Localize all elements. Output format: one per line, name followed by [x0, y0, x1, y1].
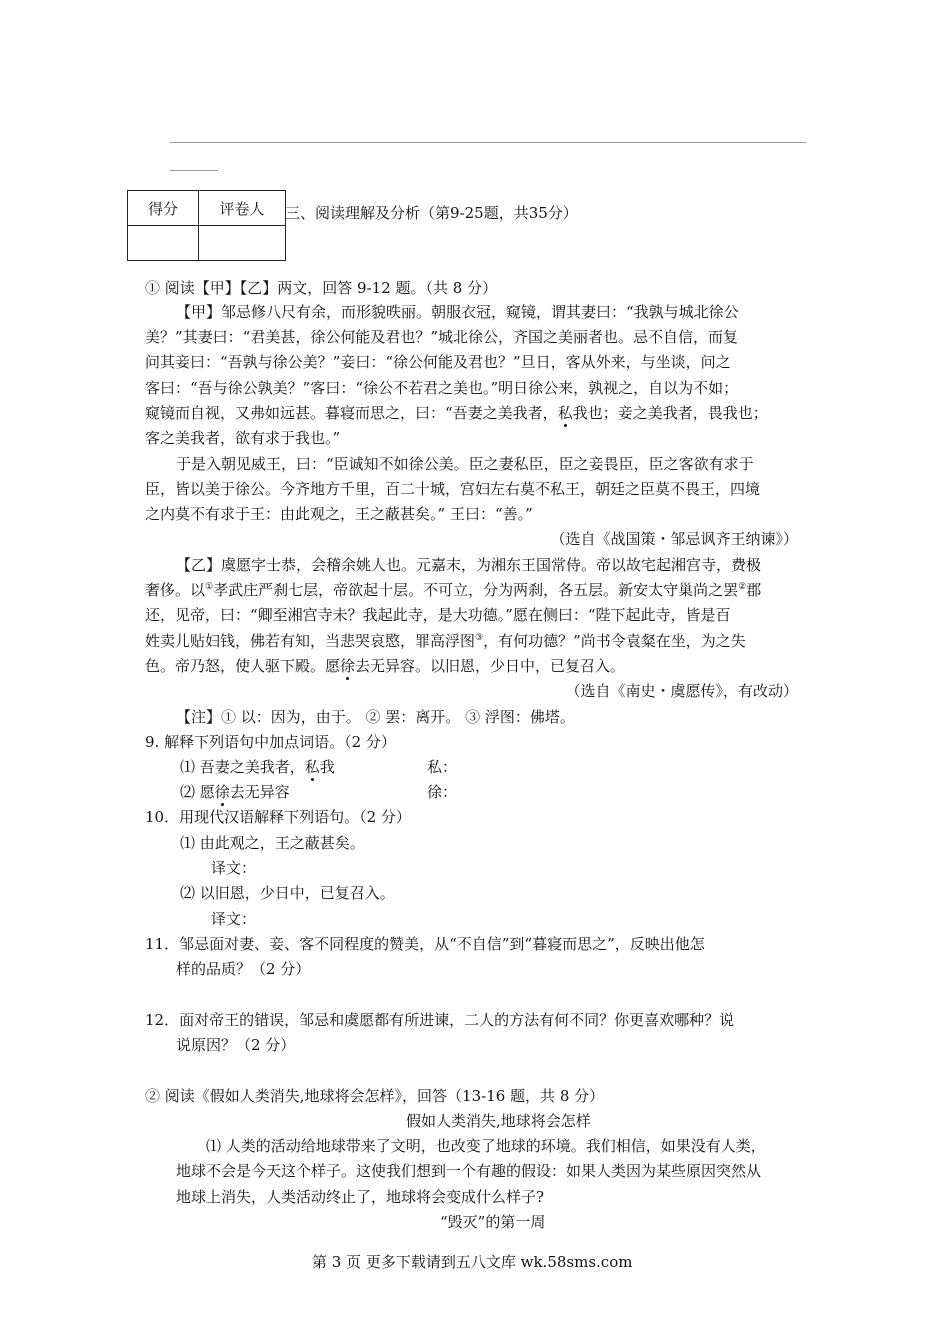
yi-line — [145, 579, 761, 600]
q-text: ⑵ 愿 — [180, 783, 215, 801]
yi-line: 【乙】虞愿字士恭，会稽余姚人也。元嘉末，为湘东王国常侍。帝以故宅起湘宫寺，费极 — [176, 556, 762, 574]
yi-text: 郡 — [746, 581, 762, 599]
dotted-word: 私 — [557, 404, 573, 422]
jia-line — [145, 402, 768, 423]
yi-line: 还，见帝，曰：“卿至湘宫寺未？我起此寺，是大功德。”愿在侧曰：“陛下起此寺，皆是百 — [145, 606, 731, 624]
note-marker: ① — [205, 582, 214, 592]
question-12: 12．面对帝王的错误，邹忌和虞愿都有所进谏，二人的方法有何不同？你更喜欢哪种？说 — [145, 1011, 735, 1029]
answer-label: 私： — [427, 758, 458, 776]
translation-label: 译文： — [211, 910, 257, 928]
answer-label: 徐： — [427, 783, 458, 801]
translation-label: 译文： — [211, 859, 257, 877]
question-11: 11．邹忌面对妻、妾、客不同程度的赞美，从“不自信”到“暮寝而思之”，反映出他怎 — [145, 935, 705, 953]
score-cell — [128, 226, 199, 261]
question-10-1: ⑴ 由此观之，王之蔽甚矣。 — [180, 834, 365, 852]
page-footer: 第 3 页 更多下载请到五八文库 wk.58sms.com — [312, 1253, 633, 1271]
score-table — [127, 190, 286, 261]
article-paragraph: 地球上消失，人类活动终止了，地球将会变成什么样子? — [176, 1188, 545, 1206]
jia-text: 我也；妾之美我者，畏我也； — [572, 404, 768, 422]
jia-line: 问其妾曰：“吾孰与徐公美？”妾曰：“徐公何能及君也？”旦日，客从外来，与坐谈，问之 — [145, 353, 731, 371]
jia-source: （选自《战国策・邹忌讽齐王纳谏》） — [550, 530, 798, 548]
question-10: 10．用现代汉语解释下列语句。（2 分） — [145, 808, 411, 826]
dotted-word: 徐 — [340, 657, 356, 675]
note-marker: ③ — [475, 633, 484, 643]
jia-line: 臣，皆以美于徐公。今齐地方千里，百二十城，宫妇左右莫不私王，朝廷之臣莫不畏王，四境 — [145, 480, 761, 498]
yi-text: 色。帝乃怒，使人驱下殿。愿 — [145, 657, 341, 675]
question-9: 9. 解释下列语句中加点词语。（2 分） — [145, 733, 396, 751]
yi-text: 姓卖儿贴妇钱，佛若有知，当悲哭哀愍，罪高浮图 — [145, 632, 476, 650]
question-12-cont: 说原因？（2 分） — [176, 1036, 296, 1054]
part2-intro: ② 阅读《假如人类消失,地球将会怎样》，回答（13-16 题，共 8 分） — [145, 1087, 605, 1105]
jia-line: 美？”其妻曰：“君美甚，徐公何能及君也？”城北徐公，齐国之美丽者也。忌不自信，而复 — [145, 328, 739, 346]
question-10-2: ⑵ 以旧恩，少日中，已复召入。 — [180, 884, 395, 902]
yi-text: 孝武庄严刹七层，帝欲起十层。不可立，分为两刹，各五层。新安太守巢尚之罢 — [213, 581, 739, 599]
jia-line: 客之美我者，欲有求于我也。” — [145, 429, 341, 447]
top-rule-short — [170, 170, 218, 171]
jia-line: 于是入朝见威王，曰：“臣诚知不如徐公美。臣之妻私臣，臣之妾畏臣，臣之客欲有求于 — [176, 455, 754, 473]
article-paragraph: ⑴ 人类的活动给地球带来了文明，也改变了地球的环境。我们相信，如果没有人类， — [206, 1137, 766, 1155]
note-marker: ② — [738, 582, 747, 592]
yi-text: 奢侈。以 — [145, 581, 206, 599]
grader-label: 评卷人 — [199, 191, 286, 226]
yi-text: ，有何功德？”尚书令袁粲在坐，为之失 — [483, 632, 746, 650]
yi-source: （选自《南史・虞愿传》，有改动） — [565, 682, 798, 700]
section-title: 三、阅读理解及分析（第9-25题，共35分） — [285, 204, 578, 222]
notes: 【注】① 以：因为，由于。 ② 罢：离开。 ③ 浮图：佛塔。 — [176, 708, 575, 726]
q-text: 去无异容 — [229, 783, 290, 801]
article-paragraph: 地球不会是今天这个样子。这使我们想到一个有趣的假设：如果人类因为某些原因突然从 — [176, 1162, 762, 1180]
article-title: 假如人类消失,地球将会怎样 — [406, 1112, 591, 1130]
yi-line — [145, 630, 746, 651]
grader-cell — [199, 226, 286, 261]
q-text: 我 — [319, 758, 335, 776]
question-11-cont: 样的品质？（2 分） — [176, 960, 311, 978]
question-9-2 — [180, 781, 290, 802]
dotted-word: 私 — [304, 758, 320, 776]
jia-line: 【甲】邹忌修八尺有余，而形貌昳丽。朝服衣冠，窥镜，谓其妻曰：“我孰与城北徐公 — [176, 303, 739, 321]
jia-line: 之内莫不有求于王：由此观之，王之蔽甚矣。” 王曰：“善。” — [145, 505, 533, 523]
question-9-1 — [180, 756, 335, 777]
dotted-word: 徐 — [214, 783, 230, 801]
part1-intro: ① 阅读【甲】【乙】两文，回答 9-12 题。（共 8 分） — [145, 279, 498, 297]
yi-line — [145, 655, 625, 676]
yi-text: 去无异容。以旧恩，少日中，已复召入。 — [355, 657, 626, 675]
jia-text: 窥镜而自视，又弗如远甚。暮寝而思之，曰：“吾妻之美我者， — [145, 404, 558, 422]
score-label: 得分 — [128, 191, 199, 226]
q-text: ⑴ 吾妻之美我者， — [180, 758, 305, 776]
top-rule — [170, 142, 806, 143]
jia-line: 客曰：“吾与徐公孰美？”客曰：“徐公不若君之美也。”明日徐公来，孰视之，自以为不如； — [145, 379, 739, 397]
article-subtitle: “毁灭”的第一周 — [440, 1213, 546, 1231]
